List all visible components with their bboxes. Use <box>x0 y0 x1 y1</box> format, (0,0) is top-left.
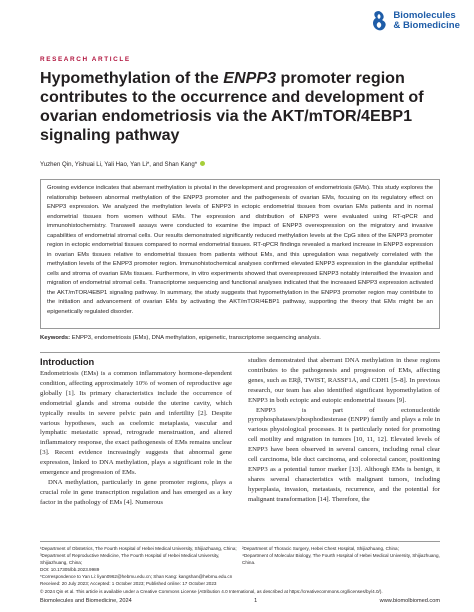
footnote-license: © 2024 Qin et al. This article is available under a Creative Commons License (Attribution 4.0 International, as described at https://creativecommons.org/licenses/by/4.0/). <box>40 588 383 594</box>
journal-name-line1: Biomolecules <box>393 9 456 21</box>
intro-paragraph-1: Endometriosis (EMs) is a common inflammatory hormone-dependent condition, affecting approximately 10% of women of reproductive age globally [1]. Its primary characteristics include the occurrence of endometrial glands and stroma outside the uterine cavity, which typically results in severe pelvic pain and infertility [2]. Despite various hypotheses, such as coelomic metaplasia, vascular and lymphatic metastatic spread, retrograde menstruation, and altered inflammatory response, the exact pathogenesis of EMs remains unclear [3]. Recent evidence increasingly suggests that abnormal gene expression, linked to DNA methylation, plays a significant role in the emergence and progression of EMs. <box>40 370 232 477</box>
footnote-affiliation-4: ⁴Department of Molecular Biology, The Fourth Hospital of Hebei Medical University, Shijiazhuang, China. <box>242 553 440 566</box>
keywords <box>40 335 440 341</box>
footer-page-number: 1 <box>254 598 258 604</box>
footnote-correspondence: *Correspondence to Yan Li: liyan0962@hebmu.edu.cn; Shan Kang: kangshan@hebmu.edu.cn <box>40 574 233 580</box>
introduction-heading: Introduction <box>40 357 95 367</box>
authors-text: Yuzhen Qin, Yishuai Li, Yali Hao, Yan Li*, and Shan Kang* <box>40 161 198 168</box>
abstract-box <box>40 179 440 329</box>
column-right <box>248 356 440 505</box>
article-title <box>40 69 440 145</box>
footnotes <box>40 545 440 595</box>
footnote-divider <box>40 541 440 542</box>
title-gene: ENPP3 <box>223 69 277 87</box>
journal-logo <box>370 10 460 32</box>
journal-name-line2: & Biomedicine <box>393 20 460 31</box>
column-left <box>40 356 232 508</box>
title-part1: Hypomethylation of the <box>40 69 224 87</box>
page-footer <box>40 598 440 604</box>
keywords-label: Keywords: <box>40 335 71 341</box>
keywords-text: ENPP3, endometriosis (EMs), DNA methylation, epigenetic, transcriptome sequencing analysis. <box>70 335 321 341</box>
footnote-affiliation-1: ¹Department of Obstetrics, The Fourth Hospital of Hebei Medical University, Shijiazhuang, China; <box>40 546 237 551</box>
orcid-icon[interactable] <box>200 161 205 166</box>
abstract-text: Growing evidence indicates that aberrant methylation is pivotal in the development and progression of endometriosis (EMs). This study explores the relationship between abnormal methylation of the ENPP3 promoter and the pathogenesis of ovarian EMs, focusing on its regulatory effect on ENPP3 expression. We analyzed the methylation levels of ENPP3 in ectopic endometrial tissues from ovarian EMs patients and in normal endometrial tissues from women without EMs. The expression and distribution of ENPP3 were evaluated using RT-qPCR and immunohistochemistry. Transwell assays were conducted to examine the impact of ENPP3 overexpression on the migratory and invasive capabilities of endometrial stromal cells. Our results demonstrated significantly reduced methylation levels at the CpG sites of the ENPP3 promoter region in ectopic endometrial tissues compared to normal endometrial tissues. RT-qPCR findings revealed a marked increase in ENPP3 expression in ovarian EMs tissues relative to endometrial tissues from patients without EMs, and this upregulation was negatively correlated with the methylation levels of the ENPP3 promoter region. Immunohistochemical analyses confirmed elevated ENPP3 expression in the glandular epithelial cells and stroma of ovarian EMs tissues. Furthermore, in vitro experiments showed that overexpressed ENPP3 notably intensified the invasion and migration of endometrial stromal cells. Transcriptome sequencing and functional analyses indicated that the increased ENPP3 expression activated the AKT/mTOR/4EBP1 signaling pathway. In summary, the study suggests that hypomethylation in the ENPP3 promoter region may contribute to the initiation and advancement of ovarian EMs by activating the AKT/mTOR/4EBP1 pathway, supporting the theory that EMs might be an epigenetically regulated disorder. <box>47 185 433 315</box>
footer-journal-year: Biomolecules and Biomedicine, 2024 <box>40 598 132 604</box>
footnote-doi[interactable]: DOI: 10.17305/bb.2023.9989 <box>40 567 100 573</box>
article-type: RESEARCH ARTICLE <box>40 56 131 63</box>
footnote-affiliation-2: ²Department of Thoracic Surgery, Hebei Chest Hospital, Shijiazhuang, China; <box>242 546 399 551</box>
journal-logo-icon <box>370 10 388 32</box>
author-list <box>40 161 206 168</box>
title-part2: promoter region contributes to the occurrence and development of ovarian endometriosis via the AKT/mTOR/4EBP1 signaling pathway <box>40 69 424 144</box>
intro-paragraph-3: studies demonstrated that aberrant DNA methylation in these regions contributes to the pathogenesis and progression of EMs, affecting genes, such as ERβ, TWIST, RASSF1A, and CDH1 [5–8]. In previous research, our team has also identified significant hypomethylation of ENPP3 in both ectopic and eutopic endometrial tissues [9]. <box>248 357 440 404</box>
footer-website-link[interactable]: www.biomolbiomed.com <box>379 598 440 604</box>
footnote-dates: Received: 20 July 2023; Accepted: 1 October 2023; Published online: 17 October 2023 <box>40 581 217 587</box>
keywords-divider <box>40 352 440 353</box>
intro-paragraph-2: DNA methylation, particularly in gene promoter regions, plays a crucial role in gene transcription regulation and has emerged as a key factor in the pathology of EMs [4]. Numerous <box>40 478 232 506</box>
intro-paragraph-4: ENPP3 is part of ectonucleotide pyrophosphatases/phosphodiesterase (ENPP) family and plays a role in various physiological processes. It is particularly noted for promoting cell motility and migration in tumors [10, 11, 12]. Elevated levels of ENPP3 have been observed in several cancers, including renal clear cell carcinoma, bile duct carcinoma, and colorectal cancer, positioning ENPP3 as a potential tumor marker [13]. Although EMs is benign, it shares several characteristics with malignant tumors, including hyperplasia, invasion, metastasis, recurrence, and the potential for malignant transformation [14]. Therefore, the <box>248 406 440 503</box>
footnote-affiliation-3: ³Department of Reproductive Medicine, The Fourth Hospital of Hebei Medical University, Shijiazhuang, China; <box>40 553 220 566</box>
